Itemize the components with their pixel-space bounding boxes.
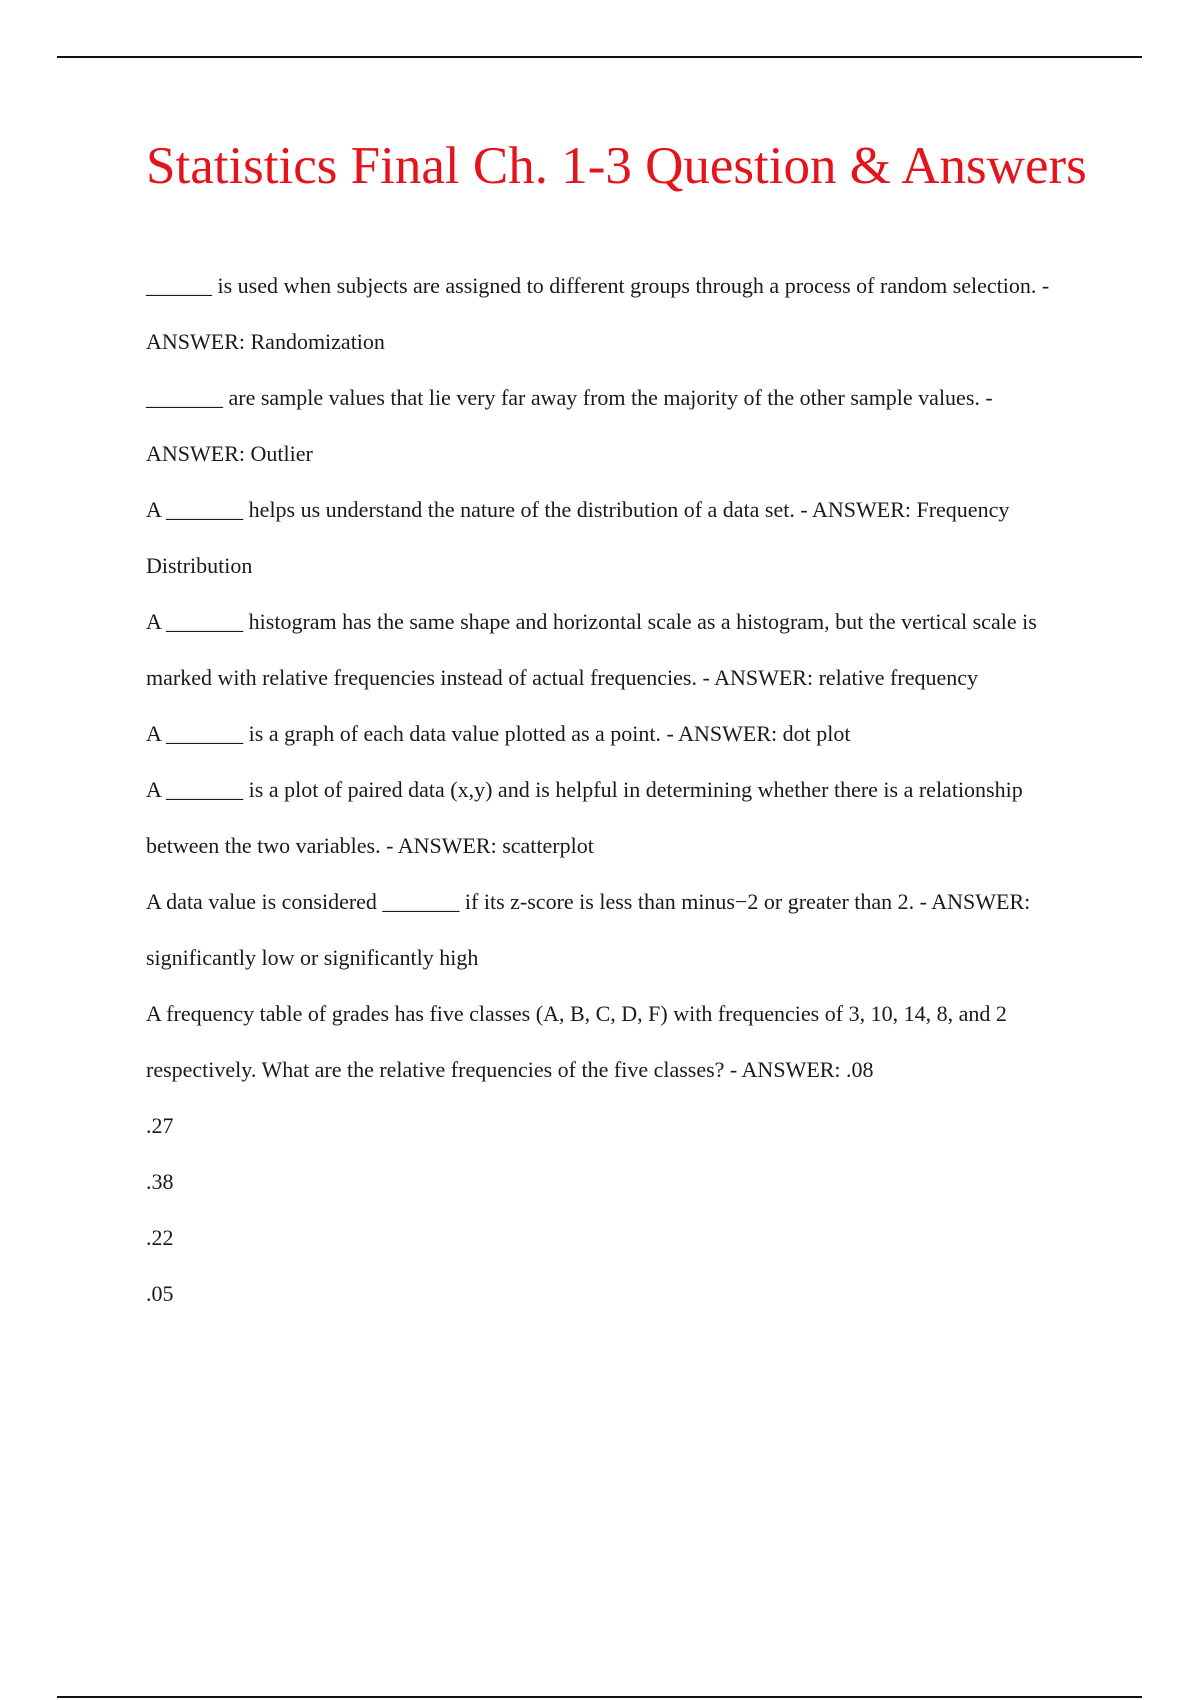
- bottom-rule: [57, 1696, 1142, 1698]
- qa-item-7: A data value is considered _______ if its z-score is less than minus−2 or greater than 2. - ANSWER: significantly low or significantly high: [146, 889, 1031, 970]
- qa-list: [146, 258, 1086, 1322]
- top-rule: [57, 56, 1142, 58]
- answer-line-2: .38: [146, 1169, 174, 1194]
- qa-item-1: ______ is used when subjects are assigned to different groups through a process of random selection. - ANSWER: Randomization: [146, 273, 1050, 354]
- qa-item-6: A _______ is a plot of paired data (x,y) and is helpful in determining whether there is a relationship between the two variables. - ANSWER: scatterplot: [146, 777, 1023, 858]
- qa-item-4: A _______ histogram has the same shape and horizontal scale as a histogram, but the vertical scale is marked with relative frequencies instead of actual frequencies. - ANSWER: relative frequency: [146, 609, 1037, 690]
- answer-line-1: .27: [146, 1113, 174, 1138]
- qa-item-5: A _______ is a graph of each data value plotted as a point. - ANSWER: dot plot: [146, 721, 851, 746]
- qa-item-8: A frequency table of grades has five classes (A, B, C, D, F) with frequencies of 3, 10, 14, 8, and 2 respectively. What are the relative frequencies of the five classes? - ANSWER: .08: [146, 1001, 1007, 1082]
- answer-line-4: .05: [146, 1281, 174, 1306]
- page-title: Statistics Final Ch. 1-3 Question & Answers: [146, 137, 1087, 195]
- qa-item-2: _______ are sample values that lie very far away from the majority of the other sample values. - ANSWER: Outlier: [146, 385, 993, 466]
- qa-item-3: A _______ helps us understand the nature of the distribution of a data set. - ANSWER: Frequency Distribution: [146, 497, 1010, 578]
- answer-line-3: .22: [146, 1225, 174, 1250]
